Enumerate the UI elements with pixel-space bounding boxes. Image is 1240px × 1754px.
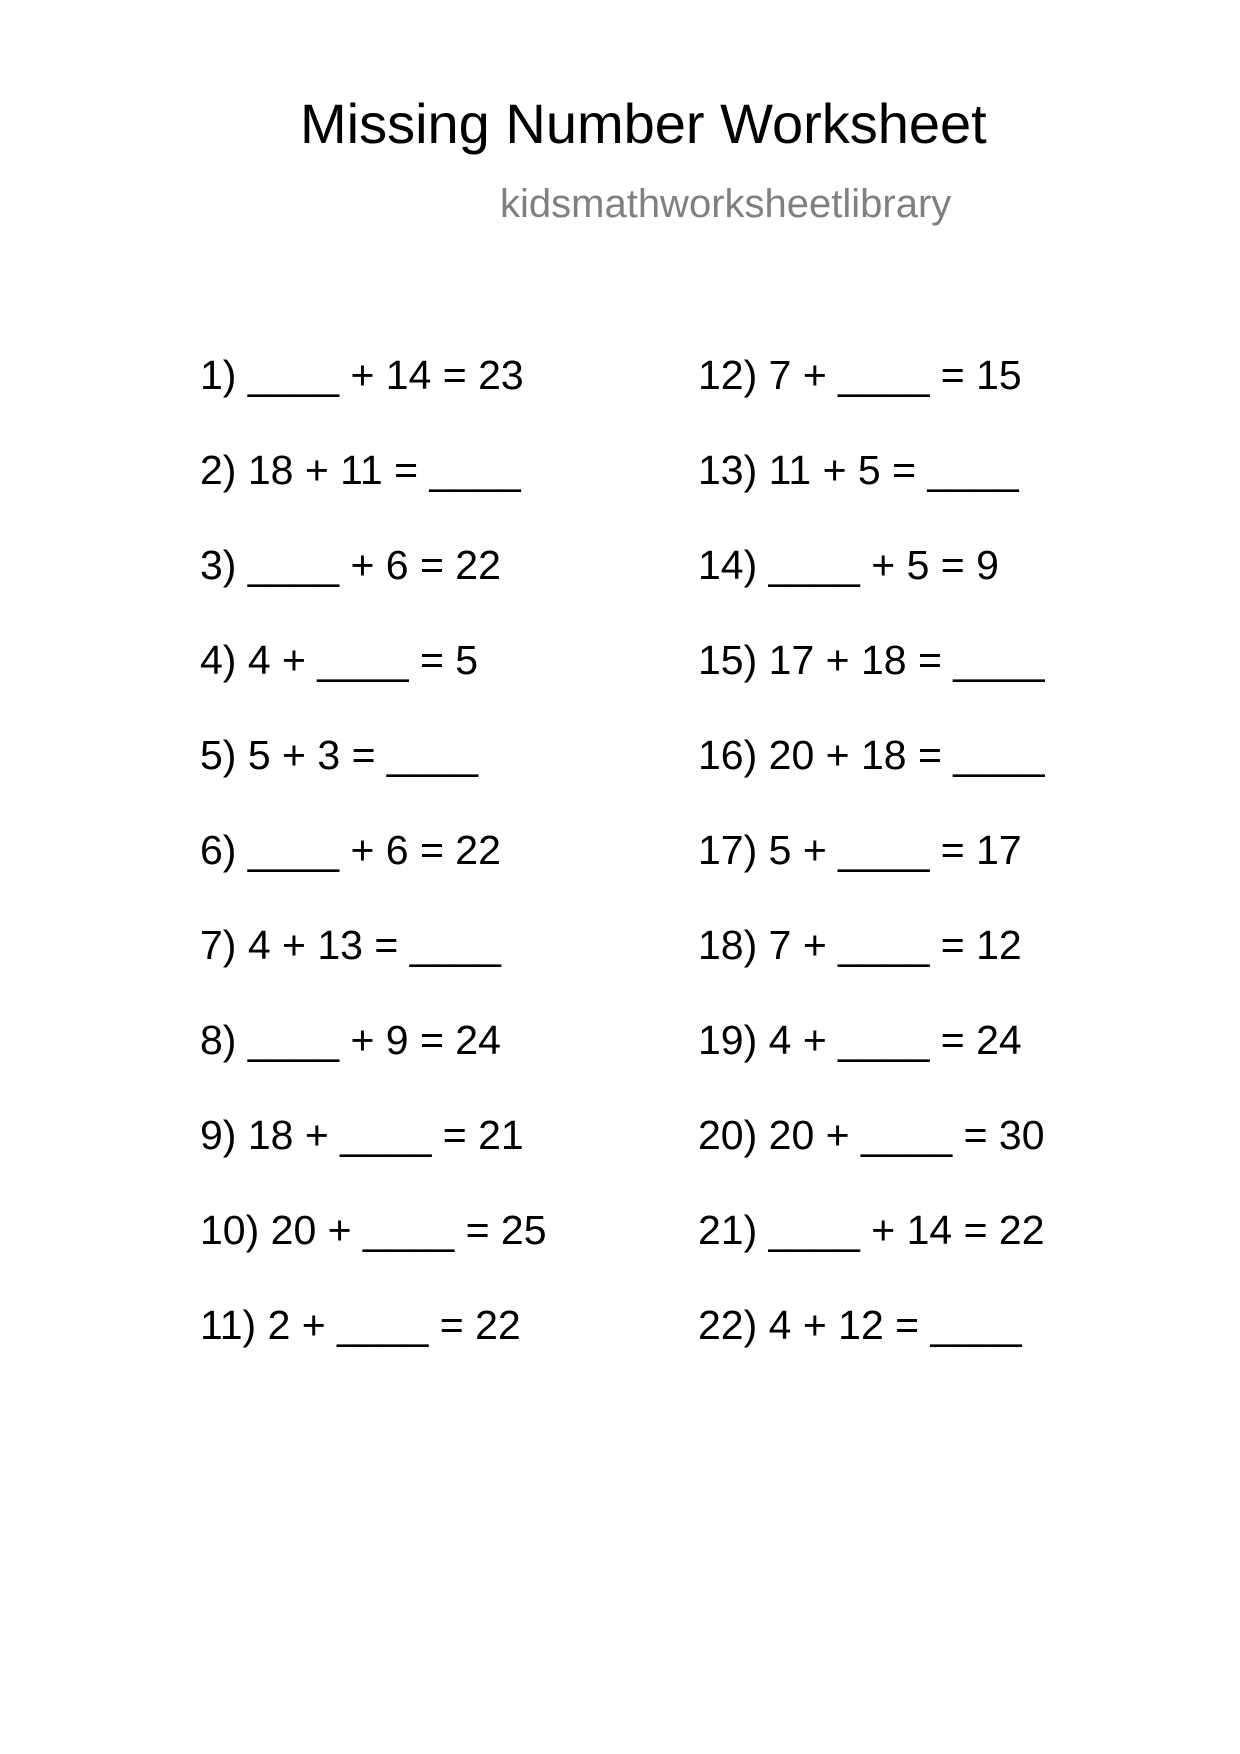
problems-left-column [200,350,547,1395]
problems-right-column [698,350,1045,1395]
problem-16: 16) 20 + 18 = ____ [698,732,1045,778]
problem-22: 22) 4 + 12 = ____ [698,1302,1022,1348]
problem-7: 7) 4 + 13 = ____ [200,922,501,968]
problem-19: 19) 4 + ____ = 24 [698,1017,1022,1063]
problem-21: 21) ____ + 14 = 22 [698,1207,1045,1253]
problem-12: 12) 7 + ____ = 15 [698,352,1022,398]
problem-5: 5) 5 + 3 = ____ [200,732,479,778]
problem-20: 20) 20 + ____ = 30 [698,1112,1045,1158]
problem-1: 1) ____ + 14 = 23 [200,352,524,398]
problem-6: 6) ____ + 6 = 22 [200,827,501,873]
problem-10: 10) 20 + ____ = 25 [200,1207,547,1253]
problem-2: 2) 18 + 11 = ____ [200,447,521,493]
worksheet-subtitle: kidsmathworksheetlibrary [500,182,952,226]
problem-14: 14) ____ + 5 = 9 [698,542,999,588]
problem-13: 13) 11 + 5 = ____ [698,447,1019,493]
worksheet-title: Missing Number Worksheet [300,92,987,155]
problem-15: 15) 17 + 18 = ____ [698,637,1045,683]
problem-18: 18) 7 + ____ = 12 [698,922,1022,968]
problem-8: 8) ____ + 9 = 24 [200,1017,501,1063]
problem-9: 9) 18 + ____ = 21 [200,1112,524,1158]
problem-4: 4) 4 + ____ = 5 [200,637,479,683]
problem-3: 3) ____ + 6 = 22 [200,542,501,588]
problem-17: 17) 5 + ____ = 17 [698,827,1022,873]
problem-11: 11) 2 + ____ = 22 [200,1302,521,1348]
